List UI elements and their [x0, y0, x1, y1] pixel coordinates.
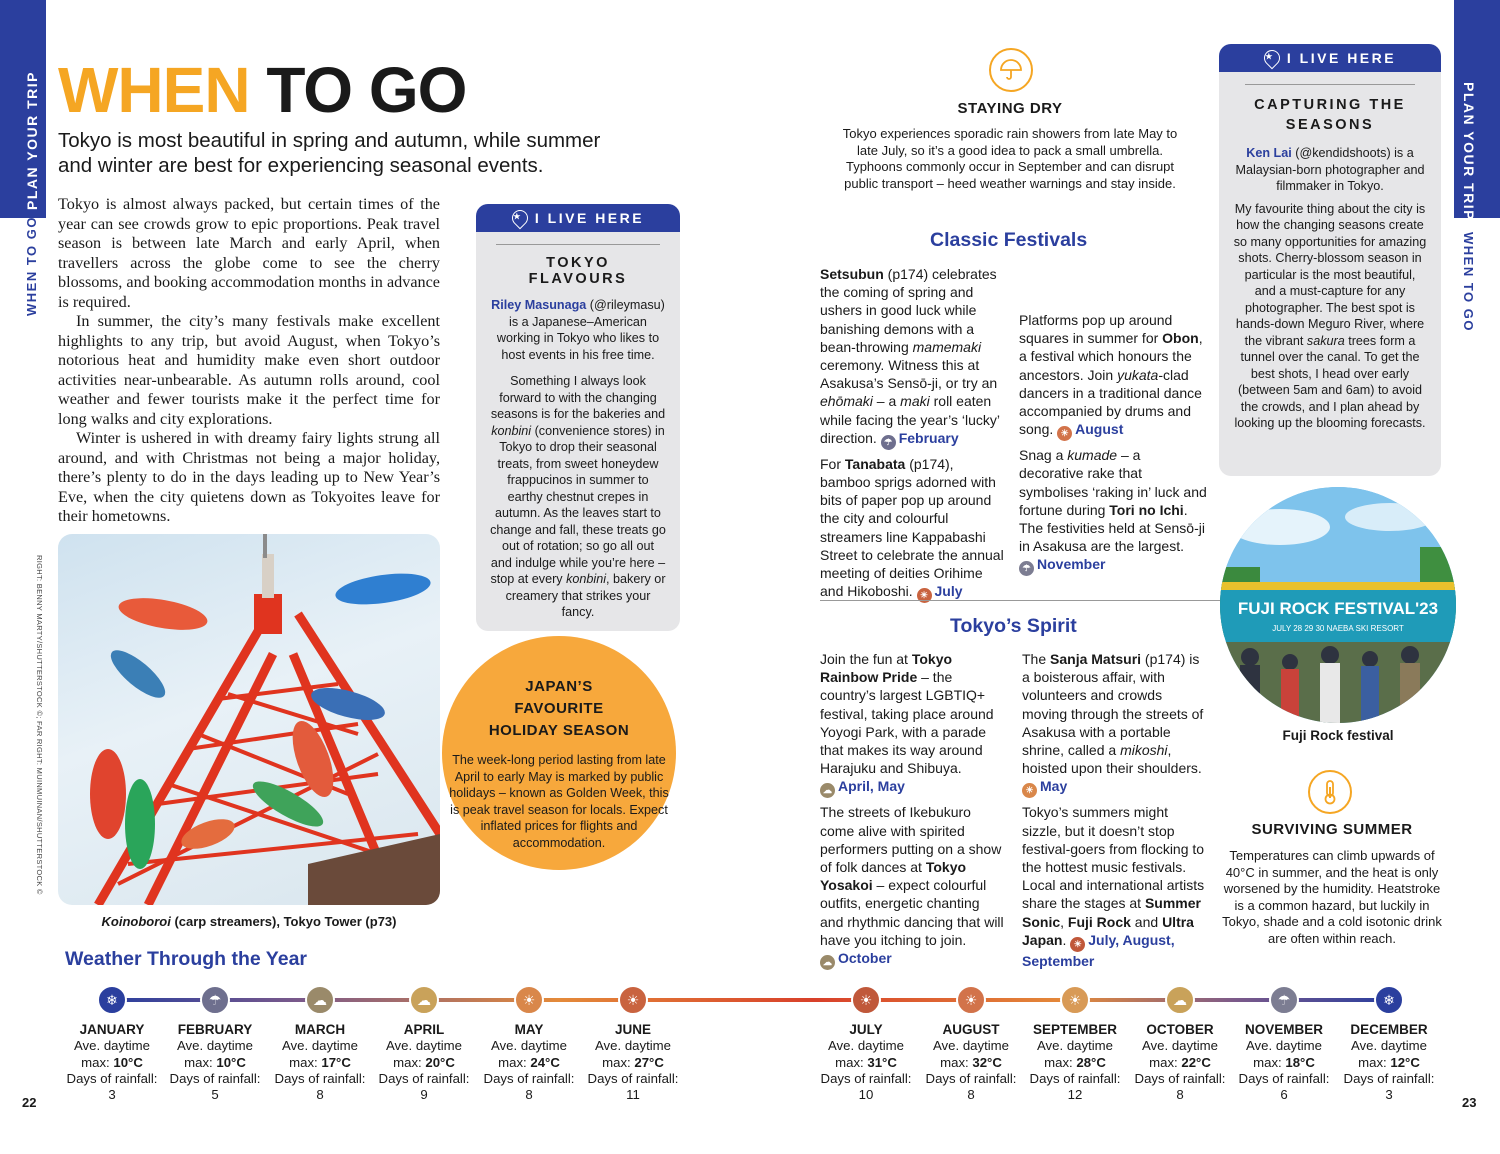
temp-label: Ave. daytime [595, 1038, 671, 1054]
classic-festivals-heading: Classic Festivals [930, 229, 1088, 251]
page-number-right: 23 [1462, 1095, 1477, 1110]
weather-month [814, 1022, 918, 1103]
temp-max: max: 32°C [940, 1054, 1002, 1070]
month-name: SEPTEMBER [1032, 1022, 1117, 1037]
setsubun-entry: Setsubun (p174) celebrates the coming of spring and ushers in good luck while banishing demons with a bean-throwing mamemaki ceremony. Witness this at Asakusa’s Sensō-ji, or try an ehōmaki – a maki roll eaten while facing the year’s ‘lucky’ direction. ☂ February [820, 265, 1006, 450]
rain-label: Days of rainfall: [1343, 1070, 1435, 1086]
photo-caption: Koinoboroi (carp streamers), Tokyo Tower (p73) [101, 914, 397, 929]
contributor-quote: Something I always look forward to with the changing seasons is for the bakeries and konbini (convenience stores) in Tokyo to drop their seasonal treats, from sweet honeydew frappucinos in summer to earthy chestnut crepes in autumn. As the leaves start to change and fall, these treats go out of rotation; so go all out and indulge while you’re here – stop at every konbini, bakery or creamery that strikes your fancy. [490, 374, 666, 619]
weather-month [268, 1022, 372, 1103]
temp-label: Ave. daytime [1037, 1038, 1113, 1054]
festival-column-2 [1019, 265, 1207, 581]
sun-icon: ☀ [956, 985, 986, 1015]
month-name: FEBRUARY [177, 1022, 253, 1037]
weather-month [581, 1022, 685, 1103]
month-name: APRIL [403, 1022, 445, 1037]
weather-timeline [112, 998, 1388, 1002]
rain-cloud-icon: ☂ [881, 435, 896, 450]
temp-max: max: 20°C [393, 1054, 455, 1070]
weather-month [60, 1022, 164, 1103]
thermometer-icon [1308, 770, 1352, 814]
snowflake-icon: ❄ [97, 985, 127, 1015]
temp-max: max: 27°C [602, 1054, 664, 1070]
intro-paragraph: Tokyo is almost always packed, but certain times of the year can see crowds grow to epic proportions. Peak travel season is between late March and early April, when travellers across the globe come to see the cherry blossoms, and booking accommodation months in advance is required. [58, 195, 440, 311]
intro-paragraph: Winter is ushered in with dreamy fairy lights strung all around, and with Christmas not being a major holiday, there’s plenty to do in the days leading up to New Year’s Eve, when the city quietens down as Tokyoites leave for their hometowns. [58, 429, 440, 525]
sun-icon: ☀ [851, 985, 881, 1015]
temp-label: Ave. daytime [282, 1038, 358, 1054]
right-tab-label: PLAN YOUR TRIP [1461, 82, 1477, 221]
sun-icon: ☀ [1057, 426, 1072, 441]
golden-week-callout [442, 636, 676, 870]
temp-max: max: 28°C [1044, 1054, 1106, 1070]
box-title: TOKYO FLAVOURS [496, 244, 659, 287]
sun-icon: ☀ [917, 588, 932, 603]
sun-cloud-icon: ☁ [820, 783, 835, 798]
sun-icon: ☀ [1060, 985, 1090, 1015]
rain-label: Days of rainfall: [820, 1070, 912, 1086]
month-name: JUNE [614, 1022, 651, 1037]
rain-days: 8 [967, 1087, 975, 1103]
tokyo-tower-photo [58, 534, 440, 905]
left-section-label: WHEN TO GO [24, 216, 39, 316]
sun-cloud-icon: ☁ [305, 985, 335, 1015]
weather-month [372, 1022, 476, 1103]
temp-label: Ave. daytime [491, 1038, 567, 1054]
temp-label: Ave. daytime [1246, 1038, 1322, 1054]
i-live-here-band: ★ I LIVE HERE [476, 204, 680, 232]
sun-icon: ☀ [1022, 783, 1037, 798]
fuji-rock-photo [1220, 487, 1456, 723]
rain-days: 9 [420, 1087, 428, 1103]
tori-no-ichi-entry: Snag a kumade – a decorative rake that symbolises ‘raking in’ luck and fortune during Tori no Ichi. The festivities held at Sensō-ji in Asakusa are the largest. ☂ November [1019, 446, 1207, 576]
rain-days: 6 [1280, 1087, 1288, 1103]
rain-cloud-icon: ☂ [200, 985, 230, 1015]
weather-month [1337, 1022, 1441, 1103]
month-name: NOVEMBER [1244, 1022, 1323, 1037]
temp-max: max: 10°C [184, 1054, 246, 1070]
tokyo-flavours-box [476, 204, 680, 631]
rain-label: Days of rainfall: [169, 1070, 261, 1086]
spirit-column-1 [820, 650, 1006, 975]
month-name: OCTOBER [1146, 1022, 1214, 1037]
i-live-here-band: ★ I LIVE HERE [1219, 44, 1441, 72]
rain-days: 8 [1176, 1087, 1184, 1103]
fuji-rock-caption: Fuji Rock festival [1282, 728, 1394, 743]
temp-max: max: 17°C [289, 1054, 351, 1070]
obon-entry: Platforms pop up around squares in summer for Obon, a festival which honours the ancestors. Join yukata-clad dancers in a traditional dance accompanied by drums and song. ☀ August [1019, 311, 1207, 441]
rain-label: Days of rainfall: [1029, 1070, 1121, 1086]
contributor-bio: Riley Masunaga (@rileymasu) is a Japanese–American working in Tokyo who likes to host events in his free time. [491, 298, 665, 362]
tanabata-entry: For Tanabata (p174), bamboo sprigs adorned with bits of paper pop up around the city and colourful streamers line Kappabashi Street to celebrate the annual meeting of deities Orihime and Hikoboshi. ☀ July [820, 455, 1006, 603]
month-name: JULY [849, 1022, 883, 1037]
temp-label: Ave. daytime [74, 1038, 150, 1054]
temp-label: Ave. daytime [386, 1038, 462, 1054]
rain-days: 3 [1385, 1087, 1393, 1103]
sun-icon: ☀ [514, 985, 544, 1015]
snowflake-icon: ❄ [1374, 985, 1404, 1015]
left-tab-label: PLAN YOUR TRIP [24, 71, 40, 210]
temp-label: Ave. daytime [1142, 1038, 1218, 1054]
surviving-summer-title: SURVIVING SUMMER [1251, 821, 1413, 838]
capturing-seasons-box [1219, 44, 1441, 476]
temp-max: max: 18°C [1253, 1054, 1315, 1070]
temp-label: Ave. daytime [933, 1038, 1009, 1054]
rain-label: Days of rainfall: [274, 1070, 366, 1086]
rain-label: Days of rainfall: [66, 1070, 158, 1086]
rain-label: Days of rainfall: [1134, 1070, 1226, 1086]
weather-month [477, 1022, 581, 1103]
box-title: CAPTURING THE SEASONS [1245, 84, 1415, 135]
temp-label: Ave. daytime [1351, 1038, 1427, 1054]
month-name: MAY [514, 1022, 544, 1037]
rain-days: 10 [858, 1087, 874, 1103]
callout-title: JAPAN’S FAVOURITE HOLIDAY SEASON [488, 678, 630, 739]
location-pin-icon [509, 207, 532, 230]
staying-dry-text: Tokyo experiences sporadic rain showers from late May to late July, so it’s a good idea to pack a small umbrella. Typhoons commonly occur in September and can disrupt public transport – heed weather warnings and stay inside. [842, 126, 1178, 191]
page-subtitle: Tokyo is most beautiful in spring and autumn, while summer and winter are best for experiencing seasonal events. [58, 129, 601, 177]
weather-month [163, 1022, 267, 1103]
contributor-quote: My favourite thing about the city is how the changing seasons create so many opportunities for amazing shots. Cherry-blossom season in particular is the most beautiful, and a must-capture for any photographer. The best spot is hands-down Meguro River, where the vibrant sakura trees form a tunnel over the canal. To get the best shots, I head over early (between 5am and 6am) to avoid the crowds, and I plan ahead by looking up the blooming forecasts. [1233, 201, 1427, 430]
temp-max: max: 12°C [1358, 1054, 1420, 1070]
tokyos-spirit-heading: Tokyo’s Spirit [950, 615, 1077, 637]
sanja-matsuri-entry: The Sanja Matsuri (p174) is a boisterous affair, with volunteers and crowds moving through the streets of Asakusa with a portable shrine, called a mikoshi, hoisted upon their shoulders. ☀ May [1022, 650, 1210, 798]
month-name: DECEMBER [1350, 1022, 1428, 1037]
temp-label: Ave. daytime [177, 1038, 253, 1054]
page-title: WHEN TO GO [58, 54, 467, 126]
yosakoi-entry: The streets of Ikebukuro come alive with spirited performers putting on a show of folk dances at Tokyo Yosakoi – expect colourful outfits, energetic chanting and rhythmic dancing that will have you itching to join. ☁ October [820, 803, 1006, 970]
rain-days: 8 [525, 1087, 533, 1103]
sun-cloud-icon: ☁ [409, 985, 439, 1015]
location-pin-icon [1261, 47, 1284, 70]
summer-festivals-entry: Tokyo’s summers might sizzle, but it doesn’t stop festival-goers from flocking to the hottest music festivals. Local and international artists share the stages at Summer Sonic, Fuji Rock and Ultra Japan. ☀ July, August, September [1022, 804, 1205, 969]
festival-banner-dates: JULY 28 29 30 NAEBA SKI RESORT [1272, 624, 1404, 633]
sun-cloud-icon: ☁ [1165, 985, 1195, 1015]
rain-days: 5 [211, 1087, 219, 1103]
rain-cloud-icon: ☂ [1019, 561, 1034, 576]
rain-label: Days of rainfall: [925, 1070, 1017, 1086]
weather-month [1023, 1022, 1127, 1103]
rain-days: 11 [626, 1087, 640, 1103]
fuji-rock-illustration [1220, 487, 1456, 723]
weather-month [1128, 1022, 1232, 1103]
right-section-label: WHEN TO GO [1461, 232, 1476, 332]
weather-month [919, 1022, 1023, 1103]
photo-credit: RIGHT: BENNY MARTY/SHUTTERSTOCK ©; FAR RIGHT: MUINMUINAN/SHUTTERSTOCK © [35, 555, 44, 895]
rain-label: Days of rainfall: [587, 1070, 679, 1086]
tokyo-tower-illustration [58, 534, 440, 905]
intro-text [58, 195, 440, 527]
festival-column-1 [820, 265, 1006, 608]
temp-max: max: 24°C [498, 1054, 560, 1070]
sun-icon: ☀ [1070, 937, 1085, 952]
rain-days: 3 [108, 1087, 116, 1103]
sun-cloud-icon: ☁ [820, 955, 835, 970]
temp-label: Ave. daytime [828, 1038, 904, 1054]
page-number-left: 22 [22, 1095, 37, 1110]
surviving-summer-text: Temperatures can climb upwards of 40°C in summer, and the heat is only worsened by the humidity. Heatstroke is a common hazard, but luckily in Tokyo, shade and a cold isotonic drink are often within reach. [1222, 848, 1442, 946]
month-name: JANUARY [79, 1022, 145, 1037]
weather-heading: Weather Through the Year [65, 948, 307, 970]
temp-max: max: 31°C [835, 1054, 897, 1070]
rain-days: 8 [316, 1087, 324, 1103]
staying-dry-title: STAYING DRY [957, 100, 1063, 117]
temp-max: max: 10°C [81, 1054, 143, 1070]
spirit-column-2 [1022, 650, 1210, 975]
callout-body: The week-long period lasting from late April to early May is marked by public holidays – known as Golden Week, this is peak travel season for locals. Expect inflated prices for flights and accommodation. [449, 753, 669, 850]
umbrella-icon [989, 48, 1033, 92]
section-divider [820, 600, 1230, 601]
rain-days: 12 [1067, 1087, 1083, 1103]
contributor-bio: Ken Lai (@kendidshoots) is a Malaysian-born photographer and filmmaker in Tokyo. [1235, 146, 1425, 193]
rainbow-pride-entry: Join the fun at Tokyo Rainbow Pride – the country’s largest LGBTIQ+ festival, taking place around Yoyogi Park, with a parade that makes its way around Harajuku and Shibuya. ☁ April, May [820, 650, 1006, 798]
sun-icon: ☀ [618, 985, 648, 1015]
rain-label: Days of rainfall: [483, 1070, 575, 1086]
rain-label: Days of rainfall: [1238, 1070, 1330, 1086]
festival-banner: FUJI ROCK FESTIVAL'23 [1237, 599, 1439, 618]
temp-max: max: 22°C [1149, 1054, 1211, 1070]
month-name: MARCH [294, 1022, 346, 1037]
intro-paragraph: In summer, the city’s many festivals make excellent highlights to any trip, but avoid August, when Tokyo’s notorious heat and humidity make even short outdoor activities near-unbearable. As autumn rolls around, cool weather and fewer tourists make it the perfect time for long walks and city explorations. [58, 312, 440, 428]
weather-month [1232, 1022, 1336, 1103]
rain-label: Days of rainfall: [378, 1070, 470, 1086]
month-name: AUGUST [942, 1022, 1000, 1037]
rain-cloud-icon: ☂ [1269, 985, 1299, 1015]
